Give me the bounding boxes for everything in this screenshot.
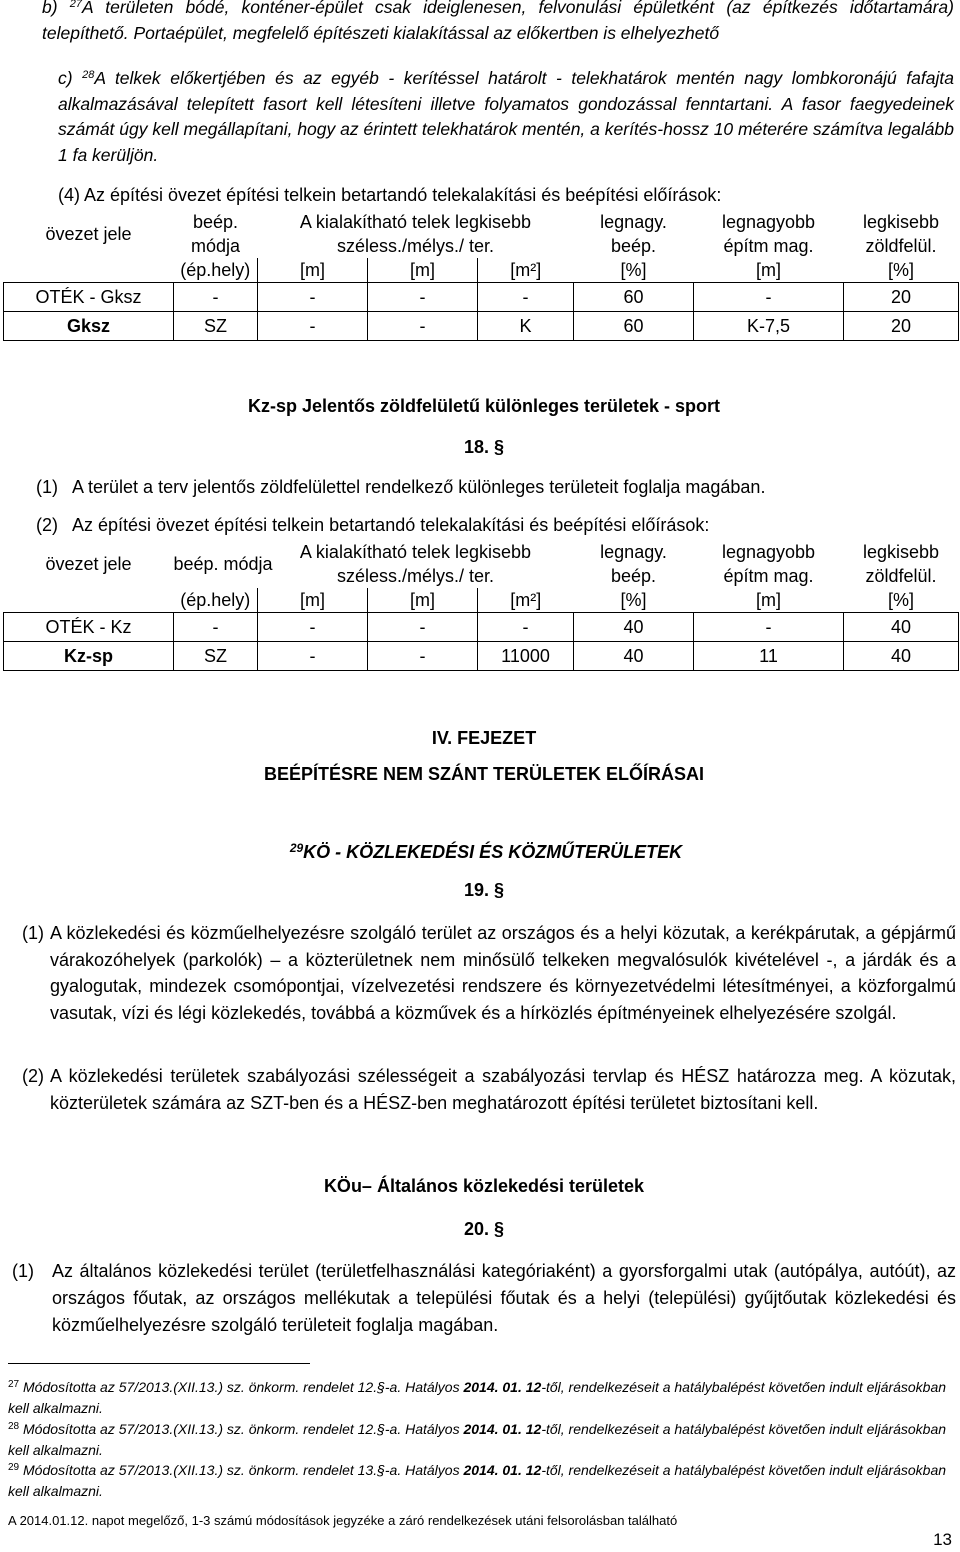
table-cell: 40 [844,642,959,671]
header-cell: [%] [888,590,915,610]
header-cell: [m] [258,588,368,613]
header-cell: beép. [610,236,657,256]
table-cell: SZ [174,642,258,671]
table-cell: 11 [694,642,844,671]
table-unit-row [4,588,959,613]
bottom-note: A 2014.01.12. napot megelőző, 1-3 számú módosítások jegyzéke a záró rendelkezések utáni felsorolásban található [8,1513,678,1528]
paragraph-c-label: c) [58,68,73,88]
table-cell: Gksz [4,312,174,341]
header-cell: legkisebb [862,542,940,562]
header-cell: [m²] [478,588,574,613]
table-cell: - [258,312,368,341]
header-cell: módja [190,236,241,256]
table-cell: 40 [574,613,694,642]
footnote-28 [8,1419,954,1460]
header-cell: [m] [756,260,782,280]
header-cell [4,588,174,613]
header-cell: [%] [620,260,647,280]
table-cell: 60 [574,312,694,341]
table-cell: K [478,312,574,341]
ko-paragraph-2: A közlekedési területek szabályozási szélességeit a szabályozási tervlap és HÉSZ határozza meg. A közutak, közterületek számára az SZT-ben és a HÉSZ-ben meghatározott építési területet biztosítani kell. [50,1066,956,1113]
header-cell: A kialakítható telek legkisebb [299,542,532,562]
header-cell: A kialakítható telek legkisebb [299,212,532,232]
paragraph-c [58,66,954,168]
footnote-ref-27: 27 [69,0,83,10]
footnote-text: -től, rendelkezéseit a hatálybalépést követően indult eljárásokban kell alkalmazni. [8,1421,947,1458]
footnote-29 [8,1460,954,1501]
ko-paragraph-1-number: (1) [22,923,44,943]
table-cell: - [478,613,574,642]
header-cell: széless./mélys./ ter. [336,566,495,586]
table-cell: 40 [844,613,959,642]
ko-paragraph-1: A közlekedési és közműelhelyezésre szolgáló terület az országos és a helyi közutak, a kerékpárutak, a gépjármű várakozóhelyek (parkolók) – a közterületnek nem minősülő telkeken megvalósulók kivételével -, a járdák és a gyalogutak, mindezek csomópontjai, vízelvezetési rendszere és környezetvédelmi létesítményei, a közforgalmú vasutak, vízi és légi közlekedés, továbbá a közművek és a hírközlés építményeinek elhelyezésére szolgál. [50,923,956,1023]
footnote-text: -től, rendelkezéseit a hatálybalépést követően indult eljárásokban kell alkalmazni. [8,1379,947,1416]
header-cell: legnagyobb [721,212,816,232]
header-cell: övezet jele [45,554,132,574]
paragraph-b-label: b) [42,0,58,17]
header-cell: [%] [620,590,647,610]
regulation-table-gksz [3,210,959,341]
footnote-text: Módosította az 57/2013.(XII.13.) sz. önkorm. rendelet 12.§-a. Hatályos [23,1379,464,1395]
table-header-row [4,540,959,564]
table-row [4,642,959,671]
section-number-18: 18. § [463,437,505,457]
header-cell: beép. [192,212,239,232]
header-cell: (ép.hely) [180,260,251,280]
table-cell: 20 [844,312,959,341]
table-cell: SZ [174,312,258,341]
section-number-20: 20. § [463,1219,505,1239]
table-cell: - [174,613,258,642]
footnote-date: 2014. 01. 12 [463,1379,542,1395]
table-header-row [4,210,959,234]
header-cell: beép. módja [173,554,273,574]
footnote-separator [8,1363,310,1364]
table-cell: - [694,613,844,642]
ko-paragraph-2-number: (2) [22,1066,44,1086]
table-cell: 11000 [478,642,574,671]
section-title-kz-sp: Kz-sp Jelentős zöldfelületű különleges területek - sport [247,396,721,416]
header-cell: övezet jele [45,224,132,244]
header-cell: építm mag. [723,236,814,256]
table-cell: - [258,642,368,671]
table-cell: - [174,283,258,312]
footnote-27 [8,1377,954,1418]
header-cell: [m] [756,590,782,610]
table-cell: - [368,312,478,341]
header-cell: [%] [888,260,915,280]
header-cell: [m] [368,258,478,283]
page-number: 13 [933,1530,952,1549]
footnote-text: -től, rendelkezéseit a hatálybalépést követően indult eljárásokban kell alkalmazni. [8,1462,947,1499]
table-cell: - [258,613,368,642]
header-cell: legnagyobb [721,542,816,562]
table-cell: 20 [844,283,959,312]
table-cell: 40 [574,642,694,671]
table-cell: - [258,283,368,312]
footnote-text: Módosította az 57/2013.(XII.13.) sz. önkorm. rendelet 12.§-a. Hatályos [23,1421,464,1437]
table-unit-row [4,258,959,283]
footnote-date: 2014. 01. 12 [463,1462,542,1478]
table-row [4,613,959,642]
table-cell: OTÉK - Gksz [4,283,174,312]
header-cell: zöldfelül. [865,566,937,586]
section-title-ko-text: KÖ - KÖZLEKEDÉSI ÉS KÖZMŰTERÜLETEK [303,842,683,862]
header-cell: (ép.hely) [180,590,251,610]
header-cell: [m] [368,588,478,613]
kou-paragraph-1: Az általános közlekedési terület (területfelhasználási kategóriaként) a gyorsforgalmi utak (autópálya, autóút), az országos főutak, az országos mellékutak a települési főutak és a helyi (települési) gyűjtőutak közlekedési és közműelhelyezésre szolgáló területeit foglalja magában. [52,1261,956,1335]
paragraph-b [42,0,954,46]
table-row [4,312,959,341]
footnote-number: 27 [8,1379,20,1390]
paragraph-4: (4) Az építési övezet építési telkein betartandó telekalakítási és beépítési előírások: [58,185,722,205]
regulation-table-kz-sp [3,540,959,671]
footnote-text: Módosította az 57/2013.(XII.13.) sz. önkorm. rendelet 13.§-a. Hatályos [23,1462,464,1478]
header-cell: legkisebb [862,212,940,232]
header-cell: beép. [610,566,657,586]
header-cell [4,258,174,283]
footnote-ref-29: 29 [289,841,304,855]
section-title-kou: KÖu– Általános közlekedési területek [323,1176,645,1196]
footnote-ref-28: 28 [82,69,95,81]
paragraph-c-text: A telkek előkertjében és az egyéb - kerítéssel határolt - telekhatárok mentén nagy lombkoronájú fafajta alkalmazásával telepített fasort kell létesíteni illetve folyamatos gondozással fenntartani. A fasor faegyedeinek számát úgy kell megállapítani, hogy az érintett telekhatárok mentén, a kerítés-hossz 10 méterére számítva legalább 1 fa kerüljön. [58,68,954,165]
section-number-19: 19. § [463,880,505,900]
header-cell: legnagy. [600,212,667,232]
header-cell: építm mag. [723,566,814,586]
kou-paragraph-1-number: (1) [12,1261,34,1281]
table-row [4,283,959,312]
table-cell: 60 [574,283,694,312]
header-cell: legnagy. [600,542,667,562]
table-cell: - [694,283,844,312]
header-cell: széless./mélys./ ter. [336,236,495,256]
table-cell: - [478,283,574,312]
footnote-date: 2014. 01. 12 [463,1421,542,1437]
chapter-heading: IV. FEJEZET [431,728,537,748]
table-cell: - [368,642,478,671]
chapter-title: BEÉPÍTÉSRE NEM SZÁNT TERÜLETEK ELŐÍRÁSAI [263,764,705,784]
header-cell: zöldfelül. [865,236,937,256]
section-title-ko [6,842,960,863]
footnote-number: 28 [8,1421,20,1432]
paragraph-b-text: A területen bódé, konténer-épület csak ideiglenesen, felvonulási épületként (az építkezés időtartamára) telepíthető. Portaépület, megfelelő építészeti kialakítással az előkertben is elhelyezhető [42,0,954,43]
footnote-number: 29 [8,1462,20,1473]
header-cell: [m] [258,258,368,283]
header-cell: [m²] [478,258,574,283]
table-cell: Kz-sp [4,642,174,671]
table-cell: - [368,283,478,312]
table-cell: OTÉK - Kz [4,613,174,642]
table-cell: - [368,613,478,642]
kz-paragraph-2: (2) Az építési övezet építési telkein betartandó telekalakítási és beépítési előírások: [36,515,710,535]
kz-paragraph-1: (1) A terület a terv jelentős zöldfelülettel rendelkező különleges területeit foglalja magában. [36,477,766,497]
table-cell: K-7,5 [694,312,844,341]
